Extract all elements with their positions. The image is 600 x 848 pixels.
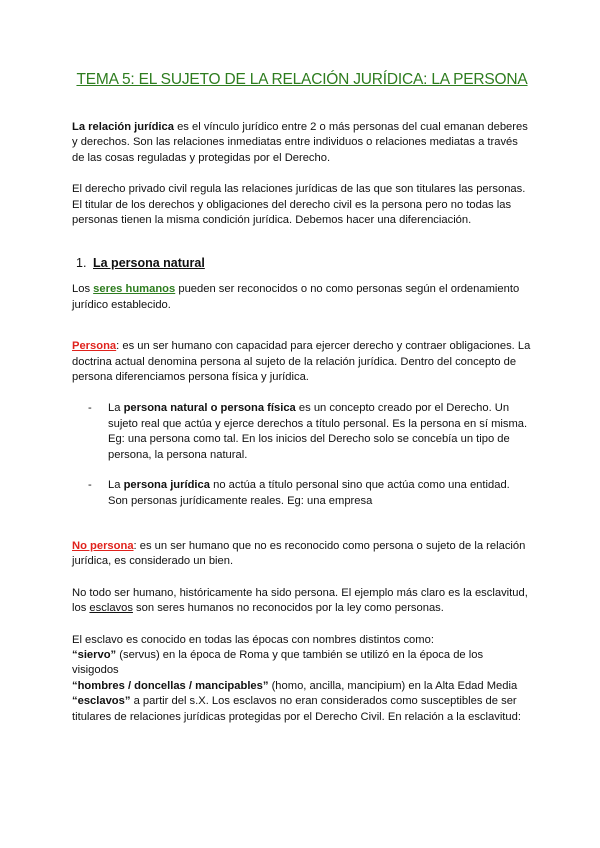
section-number: 1. <box>76 256 87 271</box>
persona-natural-term: persona natural o persona física <box>123 402 296 415</box>
relacion-juridica-term: La relación jurídica <box>72 121 174 133</box>
section-title: La persona natural <box>93 256 205 271</box>
seres-humanos-paragraph <box>72 282 532 313</box>
no-persona-definition: : es un ser humano que no es reconocido como persona o sujeto de la relación jurídica, es considerado un bien. <box>72 539 526 568</box>
no-persona-paragraph <box>72 539 532 570</box>
esclavitud-text-post: son seres humanos no reconocidos por la ley como personas. <box>132 602 444 615</box>
seres-humanos-post: pueden ser reconocidos o no como personas según el ordenamiento jurídico establecido. <box>72 283 520 311</box>
list-item-text: es un concepto creado por el Derecho. Un sujeto real que actúa y ejerce derechos a título personal. Es la persona en sí misma. Eg: una persona como tal. En los inicios del Derecho solo se concebía un tipo de persona, la persona natural. <box>108 402 528 461</box>
persona-paragraph <box>72 339 532 385</box>
list-item-pre: La <box>108 402 124 415</box>
list-item-pre: La <box>108 479 124 492</box>
esclavitud-intro-line: El esclavo es conocido en todas las épocas con nombres distintos como: <box>72 633 434 646</box>
seres-humanos-pre: Los <box>72 283 94 296</box>
no-persona-term: No persona <box>72 539 134 552</box>
intro-paragraph-2: El derecho privado civil regula las relaciones jurídicas de las que son titulares las personas. El titular de los derechos y obligaciones del derecho civil es la persona pero no todas las personas tienen la misma condición jurídica. Debemos hacer una diferenciación. <box>72 183 526 227</box>
siervo-term: “siervo” <box>72 648 117 661</box>
list-item <box>72 401 532 463</box>
esclavitud-paragraph-2 <box>72 633 532 725</box>
hombres-term: “hombres / doncellas / mancipables” <box>72 679 269 692</box>
hombres-text: (homo, ancilla, mancipium) en la Alta Edad Media <box>268 679 518 692</box>
persona-definition: : es un ser humano con capacidad para ejercer derecho y contraer obligaciones. La doctrina actual denomina persona al sujeto de la relación jurídica. Dentro del concepto de persona diferenciamos persona física y jurídica. <box>72 340 531 384</box>
esclavos-text: a partir del s.X. Los esclavos no eran considerados como susceptibles de ser titulares de relaciones jurídicas protegidas por el Derecho Civil. En relación a la esclavitud: <box>72 695 521 723</box>
persona-juridica-term: persona jurídica <box>123 479 210 492</box>
siervo-text: (servus) en la época de Roma y que también se utilizó en la época de los visigodos <box>72 648 484 677</box>
persona-term: Persona <box>72 340 117 353</box>
list-bullet: - <box>88 479 92 492</box>
seres-humanos-term: seres humanos <box>93 283 176 296</box>
intro-paragraph-1 <box>72 120 532 166</box>
esclavitud-paragraph-1 <box>72 586 532 617</box>
section-heading <box>72 254 532 272</box>
list-item <box>72 478 532 509</box>
esclavos-term: esclavos <box>89 602 133 615</box>
persona-types-list <box>72 401 532 508</box>
page-title: TEMA 5: EL SUJETO DE LA RELACIÓN JURÍDICA: LA PERSONA <box>76 71 528 88</box>
intro-paragraph-1-text: es el vínculo jurídico entre 2 o más personas del cual emanan deberes y derechos. Son las relaciones inmediatas entre individuos o relaciones mediatas a través de las cosas reguladas y protegidas por el Derecho. <box>72 121 528 164</box>
esclavos-quoted-term: “esclavos” <box>72 695 131 708</box>
list-bullet: - <box>88 402 92 415</box>
document-page <box>72 70 532 725</box>
esclavitud-text-pre: No todo ser humano, históricamente ha sido persona. El ejemplo más claro es la esclavitud, los <box>72 586 528 615</box>
list-item-text: no actúa a título personal sino que actúa como una entidad. Son personas jurídicamente reales. Eg: una empresa <box>108 479 510 507</box>
